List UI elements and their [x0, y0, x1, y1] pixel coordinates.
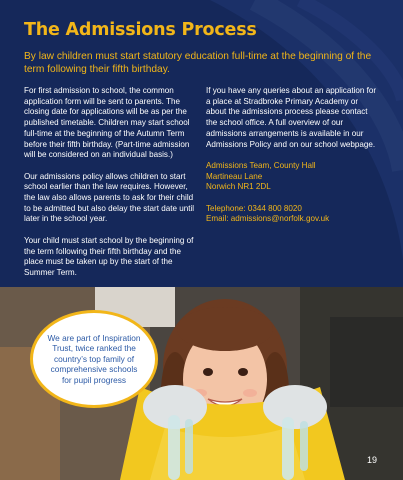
page-number: 19: [366, 455, 377, 465]
policy-paragraph: Our admissions policy allows children to start school earlier than the law requires. However, the law also allows parents to ask for their child to be admitted but also delay the start date until later in the school year.: [24, 171, 195, 224]
trust-badge: [30, 310, 158, 408]
start-paragraph: Your child must start school by the beginning of the term following their fifth birthday and the place must be taken up by the start of the Summer Term.: [24, 235, 194, 277]
address-line: Norwich NR1 2DL: [206, 182, 271, 192]
email-link[interactable]: Email: admissions@norfolk.gov.uk: [206, 214, 330, 224]
page-title: The Admissions Process: [24, 20, 257, 40]
intro-text: By law children must start statutory education full-time at the beginning of the term following their fifth birthday.: [24, 51, 372, 75]
address-line: Admissions Team, County Hall: [206, 160, 316, 170]
queries-paragraph: If you have any queries about an application for a place at Stradbroke Primary Academy or about the admissions process please contact the school office. A full overview of our admissions arrangements is available in our Admissions Policy and on our school webpage.: [206, 86, 377, 149]
admission-paragraph: For first admission to school, the common application form will be sent to parents. The closing date for applications will be as per the published timetable. Children may start school full-time at the beginning of the Autumn Term before their fifth birthday. (Part-time admission will be considered on an individual basis.): [24, 86, 190, 160]
badge-text: We are part of Inspiration Trust, twice ranked the country’s top family of comprehensive schools for pupil progress: [47, 332, 141, 385]
address-line: Martineau Lane: [206, 171, 263, 181]
telephone-line: Telephone: 0344 800 8020: [206, 203, 302, 213]
address-block: [206, 161, 378, 193]
right-column: [206, 86, 378, 225]
left-column: [24, 86, 200, 289]
